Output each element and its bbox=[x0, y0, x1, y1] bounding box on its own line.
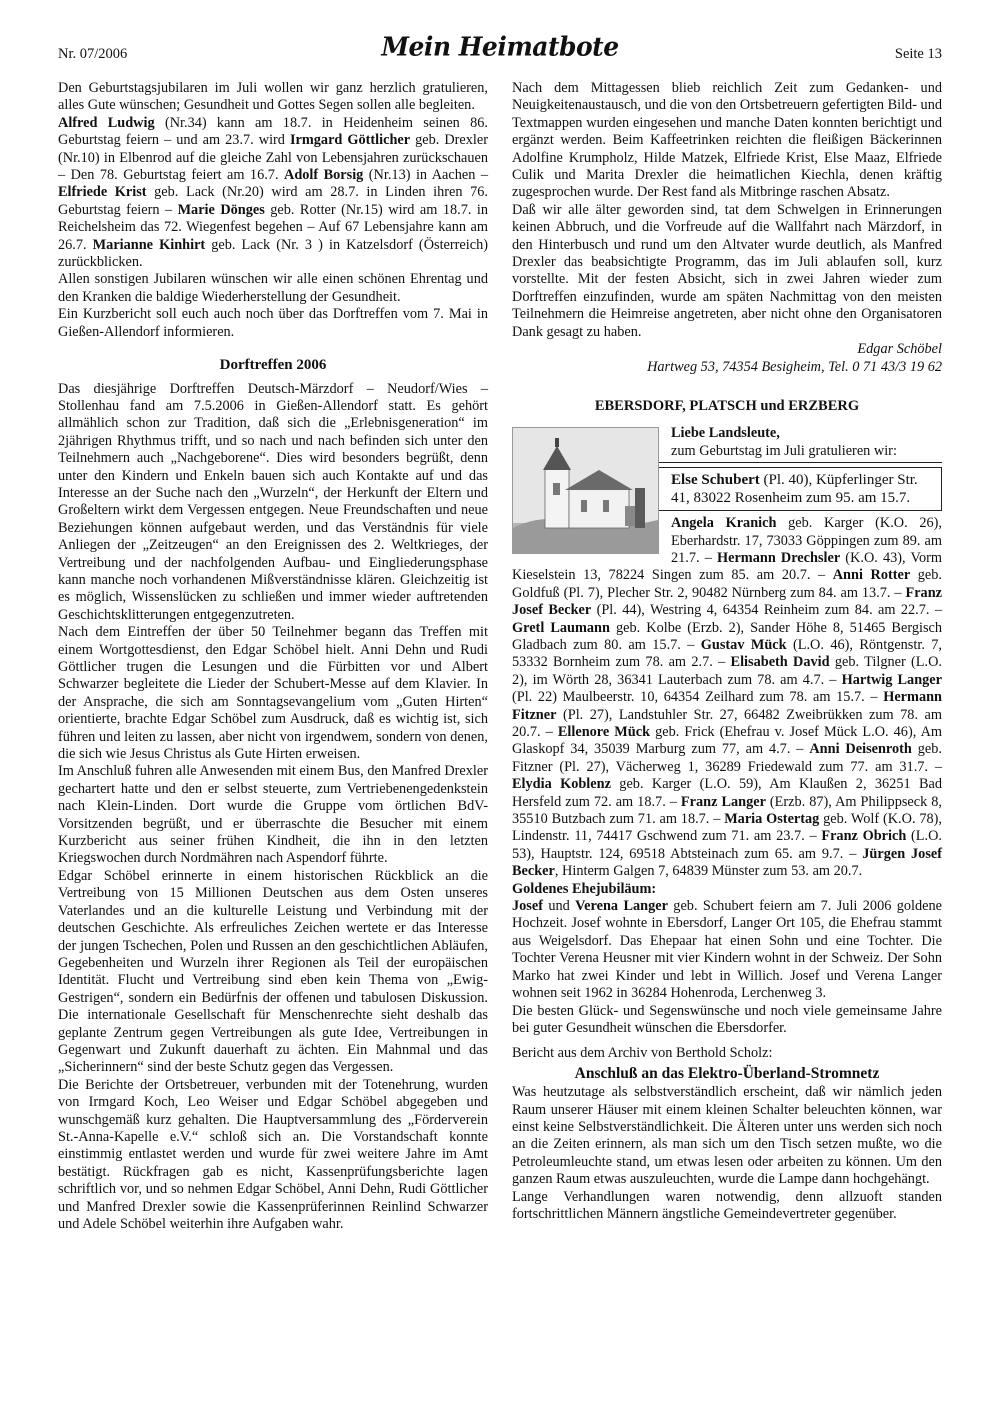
text: (Pl. 40), Küpferlinger Str. 41, 83022 Rosenheim zum 95. am 15.7. bbox=[671, 472, 918, 507]
text: geb. Karger (K.O. 26), Eberhardstr. 17, 73033 Göppingen zum 89. am 21.7. – bbox=[671, 515, 942, 566]
text: (L.O. 46), Röntgenstr. 7, 53332 Bornheim zum 78. am 2.7. – bbox=[512, 636, 942, 671]
name: Verena Langer bbox=[575, 898, 668, 915]
name: Franz Josef Becker bbox=[512, 584, 942, 619]
article-paragraph: Die Berichte der Ortsbetreuer, verbunden mit der Totenehrung, wurden von Irmgard Koch, Leo Weiser und Edgar Schöbel abgegeben und wunschgemäß kurz gehalten. Die Hauptversammlung des „Förderverein St.-Anna-Kapelle e.V.“ schloß sich an. Die Vorstandschaft konnte einstimmig entlastet werden und wurde für zwei weitere Jahre im Amt bestätigt. Rückfragen gab es nicht, Kassenprüfungsberichte lagen schriftlich vor, und so nehmen Edgar Schöbel, Anni Dehn, Rudi Göttlicher und Manfred Drexler sowie die Kassenprüferinnen Reinlind Schwarzer und Adele Schöbel weiterhin ihre Aufgaben wahr. bbox=[58, 1076, 488, 1232]
name: Else Schubert bbox=[671, 472, 760, 489]
name: Jürgen Josef Becker bbox=[512, 845, 943, 880]
text: geb. Schubert feiern am 7. Juli 2006 goldene Hochzeit. Josef wohnte in Ebersdorf, Langer Ort 105, die Ehefrau stammt aus Weigelsdorf. Das Ehepaar hat einen Sohn und eine Tochter. Die Tochter Verena Heusner mit vier Kindern wohnt in der Schweiz. Der Sohn Marko hat zwei Kinder und lebt in Willich. Josef und Verena Langer wohnen seit 1962 in 36284 Hohenroda, Lerchenweg 3. bbox=[512, 898, 942, 1002]
name: Anni Rotter bbox=[832, 567, 911, 584]
name: Elydia Koblenz bbox=[512, 776, 611, 793]
greeting: Liebe Landsleute, bbox=[671, 425, 780, 442]
church-photo bbox=[512, 427, 659, 554]
article-paragraph: Das diesjährige Dorftreffen Deutsch-Märzdorf – Neudorf/Wies – Stollenhau fand am 7.5.2006 in Gießen-Allendorf statt. Es gehört allmählich schon zur Tradition, daß sich die „Erlebnisgeneration“ im 2jährigen Rhythmus trifft, und so nach und nach befinden sich unter den Teilnehmern auch „Nachgeborene“. Dies wird besonders begrüßt, denn unter den Kindern und Enkeln bauen sich auch Kontakte auf und das Interesse an der Suche nach den „Wurzeln“, der Herkunft der Eltern und Großeltern wirkt dem Vergessen entgegen. Neue Freundschaften und neue Beziehungen können aufgebaut werden, und das Verständnis für viele Anliegen der „Zeitzeugen“ an den Ereignissen des 2. Weltkrieges, der Vertreibung und der nachfolgenden Aufbau- und Eingliederungsphase kann manche noch vorhandenen Mißverständnisse klären. Gleichzeitig ist es möglich, Wissenslücken zu schließen und immer wieder auftretenden Geschichtsklitterungen entgegenzutreten. bbox=[58, 380, 488, 623]
name: Gustav Mück bbox=[700, 636, 787, 653]
text: (Erzb. 87), Am Philippseck 8, 35510 Butzbach zum 71. am 18.7. – bbox=[512, 793, 942, 828]
text: (K.O. 43), Vorm Kieselstein 13, 78224 Singen zum 85. am 20.7. – bbox=[512, 549, 943, 584]
text: geb. Lack (Nr.20) wird am 28.7. in Linden ihren 76. Geburtstag feiern – bbox=[58, 184, 488, 218]
golden-anniversary-heading: Goldenes Ehejubiläum: bbox=[512, 880, 657, 897]
birthday-paragraph bbox=[58, 115, 488, 272]
name: Alfred Ludwig bbox=[58, 114, 155, 131]
name: Franz Obrich bbox=[821, 828, 907, 845]
text: geb. Drexler (Nr.10) in Elbenrod auf die gleiche Zahl von Lebensjahren zurückschauen – Den 78. Geburtstag feiert am 16.7. bbox=[58, 132, 488, 184]
article-paragraph: Nach dem Mittagessen blieb reichlich Zeit zum Gedanken- und Neuigkeitenaustausch, und die von den Ortsbetreuern gefertigten Bild- und Textmappen wurden eingesehen und manche Daten konnten berichtigt und ergänzt werden. Beim Kaffeetrinken reichten die fleißigen Bäckerinnen Adolfine Krumpholz, Hilde Matzek, Elfriede Krist, Else Maaz, Elfriede Culik und Marita Drexler die heimatlichen Kiechla, denen kräftig zugesprochen wurde. Der Rest fand als Mitbringe raschen Absatz. bbox=[512, 80, 942, 201]
masthead-logo: Mein Heimatbote bbox=[381, 31, 619, 62]
text: (Pl. 44), Westring 4, 64354 Reinheim zum 84. am 22.7. – bbox=[591, 602, 942, 619]
text: geb. Rotter (Nr.15) wird am 18.7. in Reichelsheim das 72. Wiegenfest begehen – Auf 67 Lebensjahre kann am 26.7. bbox=[58, 201, 488, 253]
text: (L.O. 53), Hauptstr. 124, 69518 Abtsteinach zum 65. am 9.7. – bbox=[512, 828, 943, 862]
name: Hermann Drechsler bbox=[717, 549, 841, 566]
name: Ellenore Mück bbox=[557, 724, 651, 740]
name: Angela Kranich bbox=[671, 515, 777, 532]
greeting-subtext: zum Geburtstag im Juli gratulieren wir: bbox=[512, 443, 942, 463]
text: geb. Karger (L.O. 59), Am Klaußen 2, 36251 Bad Hersfeld zum 72. am 18.7. – bbox=[512, 776, 943, 810]
golden-anniversary-wishes: Die besten Glück- und Segenswünsche und noch viele gemeinsame Jahre bei guter Gesundheit wünschen die Ebersdorfer. bbox=[512, 1002, 942, 1036]
article-paragraph: Im Anschluß fuhren alle Anwesenden mit einem Bus, den Manfred Drexler gechartert hatte und den er selbst steuerte, zum Vertriebenengedenkstein nach Klein-Linden. Dort wurde die Gruppe vom örtlichen BdV-Vorsitzenden begrüßt, und er überraschte die Besucher mit einem Kurzbericht aus seiner frühen Kindheit, die ihn in den letzten Kriegswochen durch Nordmähren nach Aspendorf führte. bbox=[58, 763, 488, 867]
text: geb. Lack (Nr. 3 ) in Katzelsdorf (Österreich) zurückblicken. bbox=[58, 236, 488, 271]
text: (Pl. 27), Landstuhler Str. 27, 66482 Zweibrükken zum 78. am 20.7. – bbox=[512, 706, 942, 740]
name: Elfriede Krist bbox=[58, 184, 147, 201]
article-paragraph: Was heutzutage als selbstverständlich erscheint, daß wir nämlich jeden Raum unserer Häuser mit einem kleinen Schalter beleuchten können, war einst keine Selbstverständlichkeit. Die Älteren unter uns werden sich noch an die Zeiten erinnern, als man sich um den Tisch setzen mußte, wo die Petroleumleuchte stand, um etwas lesen oder arbeiten zu können. Um den ganzen Raum etwas auszuleuchten, wurde die Lampe dann hochgehängt. bbox=[512, 1084, 942, 1188]
text: geb. Wolf (K.O. 78), Lindenstr. 11, 74417 Gschwend zum 71. am 23.7. – bbox=[512, 811, 942, 845]
name: Irmgard Göttlicher bbox=[289, 132, 411, 149]
issue-number: Nr. 07/2006 bbox=[58, 46, 128, 62]
article-paragraph: Nach dem Eintreffen der über 50 Teilnehmer begann das Treffen mit einem Wortgottesdienst, den Edgar Schöbel hielt. Anni Dehn und Rudi Göttlicher trugen die Lesungen und die Fürbitten vor und Albert Schwarzer begleitete die Lieder der Schubert-Messe auf dem Klavier. In der Ansprache, die sich am Sonntagsevangelium vom „Guten Hirten“ orientierte, brachte Edgar Schöbel zum Ausdruck, daß es wichtig ist, sich führen und leiten zu lassen, aber nicht von irgendwem, sondern von denen, die sich wie Jesus Christus als Gute Hirten erweisen. bbox=[58, 624, 488, 763]
name: Gretl Laumann bbox=[512, 619, 610, 636]
name: Marianne Kinhirt bbox=[92, 236, 206, 253]
birthday-list bbox=[512, 515, 942, 881]
article-paragraph: Lange Verhandlungen waren notwendig, denn allzuoft standen fortschrittlichen Männern ängstliche Gemeindevertreter gegenüber. bbox=[512, 1188, 942, 1222]
text: geb. Fitzner (Pl. 27), Vächerweg 1, 36289 Friedewald zum 77. am 31.7. – bbox=[512, 741, 942, 775]
article-paragraph: Daß wir alle älter geworden sind, tat dem Schwelgen in Erinnerungen keinen Abbruch, und die Vorfreude auf die Wallfahrt nach Märzdorf, in den Hinterbusch und rund um den Altvater wurde deutlich, als Manfred Drexler das beabsichtigte Programm, das im Juli ablaufen soll, kurz vorstellte. Mit der festen Absicht, sich in zwei Jahren wieder zum Dorftreffen einzufinden, wurde am späten Nachmittag von den meisten Teilnehmern die Heimreise angetreten, aber nicht ohne den Organisatoren Dank gesagt zu haben. bbox=[512, 201, 942, 340]
name: Hartwig Langer bbox=[841, 671, 942, 688]
text: , Hinterm Galgen 7, 64839 Münster zum 53. am 20.7. bbox=[554, 863, 863, 880]
report-note: Ein Kurzbericht soll euch auch noch über das Dorftreffen vom 7. Mai in Gießen-Allendorf informieren. bbox=[58, 306, 488, 340]
golden-anniversary-text bbox=[512, 898, 942, 1002]
section-title: EBERSDORF, PLATSCH und ERZBERG bbox=[594, 397, 860, 414]
text: geb. Frick (Ehefrau v. Josef Mück L.O. 46), Am Glaskopf 34, 35039 Marburg zum 77, am 4.7. – bbox=[512, 724, 943, 758]
page-number: Seite 13 bbox=[894, 46, 942, 62]
right-column bbox=[512, 80, 942, 1223]
signature-address: Hartweg 53, 74354 Besigheim, Tel. 0 71 43/3 19 62 bbox=[647, 358, 942, 375]
text: geb. Tilgner (L.O. 2), im Wörth 28, 36341 Lauterbach zum 78. am 4.7. – bbox=[512, 654, 942, 688]
name: Franz Langer bbox=[680, 793, 766, 810]
wishes-paragraph: Allen sonstigen Jubilaren wünschen wir alle einen schönen Ehrentag und den Kranken die baldige Wiederherstellung der Gesundheit. bbox=[58, 271, 488, 305]
name: Hermann Fitzner bbox=[512, 689, 942, 723]
name: Adolf Borsig bbox=[284, 167, 364, 184]
name: Maria Ostertag bbox=[724, 811, 820, 828]
text: (Pl. 22) Maulbeerstr. 10, 64354 Zeilhard zum 78. am 15.7. – bbox=[512, 689, 884, 706]
text: geb. Kolbe (Erzb. 2), Sander Höhe 8, 51465 Bergisch Gladbach zum 80. am 15.7. – bbox=[512, 619, 942, 653]
article-heading: Anschluß an das Elektro-Überland-Stromnetz bbox=[574, 1064, 880, 1082]
church-illustration bbox=[513, 428, 658, 553]
intro-paragraph: Den Geburtstagsjubilaren im Juli wollen wir ganz herzlich gratulieren, alles Gute wünschen; Gesundheit und Gottes Segen sollen alle begleiten. bbox=[58, 80, 488, 114]
name: Marie Dönges bbox=[177, 201, 265, 218]
archive-note: Bericht aus dem Archiv von Berthold Scholz: bbox=[512, 1045, 773, 1062]
text: (Nr.34) kann am 18.7. in Heidenheim seinen 86. Geburtstag feiern – und am 23.7. wird bbox=[58, 114, 488, 149]
signature-name: Edgar Schöbel bbox=[857, 341, 942, 358]
text: (Nr.13) in Aachen – bbox=[363, 167, 489, 184]
article-paragraph: Edgar Schöbel erinnerte in einem historischen Rückblick an die Vertreibung von 15 Millionen Deutschen aus dem Osten unseres Vaterlandes und an die kulturelle Leistung und Verbindung mit der deutschen Geschichte. Als erfreuliches Zeichen wertete er das Interesse der jungen Tschechen, Polen und Russen an den geschichtlichen Abläufen, Gegebenheiten und Wurzeln ihrer Regionen als Teil der europäischen Identität. Flucht und Vertreibung sind eben kein Thema von „Ewig-Gestrigen“, sondern ein Bedürfnis der offenen und tabulosen Diskussion. Die internationale Gesellschaft für Menschenrechte sieht deshalb das geplante Zentrum gegen Vertreibungen als gute Idee, Vertreibungen in Gegenwart und Zukunft dauerhaft zu ächten. Ein Mahnmal und das „Sicherinnern“ sind der beste Schutz gegen das Vergessen. bbox=[58, 867, 488, 1076]
left-column bbox=[58, 80, 488, 1233]
name: Elisabeth David bbox=[730, 654, 830, 671]
text: und bbox=[542, 898, 576, 915]
text: geb. Goldfuß (Pl. 7), Plecher Str. 2, 90482 Nürnberg zum 84. am 13.7. – bbox=[512, 567, 942, 601]
article-heading: Dorftreffen 2006 bbox=[219, 357, 327, 374]
name: Anni Deisenroth bbox=[809, 741, 912, 758]
name: Josef bbox=[512, 898, 543, 915]
